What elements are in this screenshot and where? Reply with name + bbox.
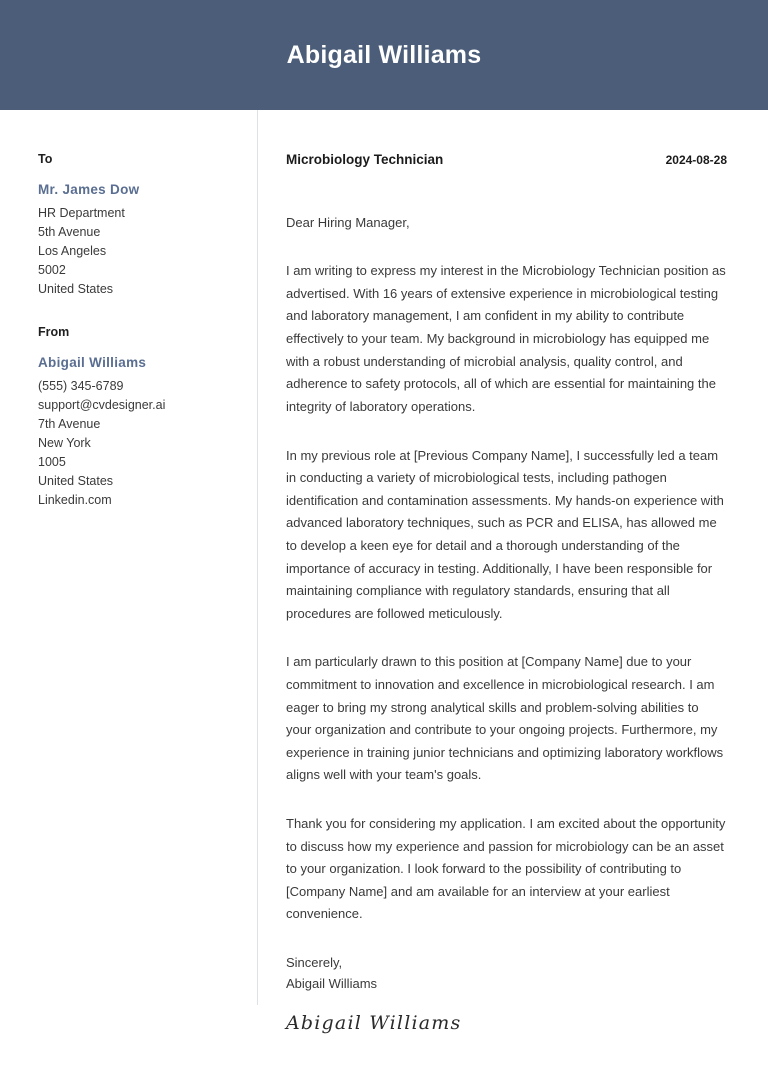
recipient-name: Mr. James Dow bbox=[38, 182, 140, 197]
recipient-line: United States bbox=[38, 281, 114, 296]
signature: Abigail Williams bbox=[286, 1012, 462, 1035]
letter-header-row bbox=[286, 152, 727, 168]
sender-line: 1005 bbox=[38, 454, 66, 469]
letter-paragraph: I am writing to express my interest in the Microbiology Technician position as advertised. With 16 years of extensive experience in microbiological testing and laboratory management, I am confident in my ability to contribute effectively to your team. My background in microbiology has equipped me with a robust understanding of microbial analysis, quality control, and adherence to safety protocols, all of which are essential for maintaining the integrity of laboratory operations. bbox=[286, 263, 726, 414]
recipient-label: To bbox=[38, 152, 53, 166]
letter-paragraph: I am particularly drawn to this position at [Company Name] due to your commitment to innovation and excellence in microbiological research. I am eager to bring my strong analytical skills and problem-solving abilities to your organization and contribute to your ongoing projects. Furthermore, my experience in training junior technicians and optimizing laboratory workflows aligns well with your team's goals. bbox=[286, 654, 724, 783]
sender-block bbox=[38, 325, 233, 510]
page-title: Abigail Williams bbox=[286, 40, 482, 69]
letter-paragraph: Thank you for considering my application. I am excited about the opportunity to discuss how my experience and passion for microbiology can be an asset to your organization. I look forward to the possibility of contributing to [Company Name] and am available for an interview at your earliest convenience. bbox=[286, 816, 726, 922]
recipient-block bbox=[38, 152, 233, 299]
closing-block bbox=[286, 952, 727, 994]
closing-salutation: Sincerely, bbox=[286, 955, 343, 971]
recipient-line: 5th Avenue bbox=[38, 224, 101, 239]
contact-sidebar bbox=[0, 110, 257, 510]
sender-label: From bbox=[38, 324, 70, 339]
sender-email: support@cvdesigner.ai bbox=[38, 397, 166, 412]
letter-body bbox=[0, 110, 768, 1078]
sender-line: New York bbox=[38, 435, 91, 450]
recipient-line: 5002 bbox=[38, 262, 66, 277]
sender-name: Abigail Williams bbox=[38, 354, 147, 370]
job-title: Microbiology Technician bbox=[286, 152, 444, 167]
closing-name: Abigail Williams bbox=[286, 976, 378, 992]
letter-main bbox=[258, 110, 768, 1035]
header-banner bbox=[0, 0, 768, 110]
sender-line: United States bbox=[38, 473, 114, 488]
letter-paragraph: In my previous role at [Previous Company Name], I successfully led a team in conducting a variety of microbiological tests, including pathogen identification and contamination assessments. My hands-on experience with advanced laboratory techniques, such as PCR and ELISA, has allowed me to develop a keen eye for detail and a thorough understanding of the importance of accuracy in testing. Additionally, I have been responsible for maintaining compliance with regulatory standards, ensuring that all procedures are followed meticulously. bbox=[286, 447, 724, 621]
letter-date: 2024-08-28 bbox=[665, 153, 727, 167]
sender-website: Linkedin.com bbox=[38, 492, 112, 507]
salutation: Dear Hiring Manager, bbox=[286, 215, 410, 231]
sender-line: 7th Avenue bbox=[38, 416, 101, 431]
recipient-line: Los Angeles bbox=[38, 243, 107, 258]
recipient-line: HR Department bbox=[38, 205, 125, 220]
sender-phone: (555) 345-6789 bbox=[38, 378, 124, 393]
